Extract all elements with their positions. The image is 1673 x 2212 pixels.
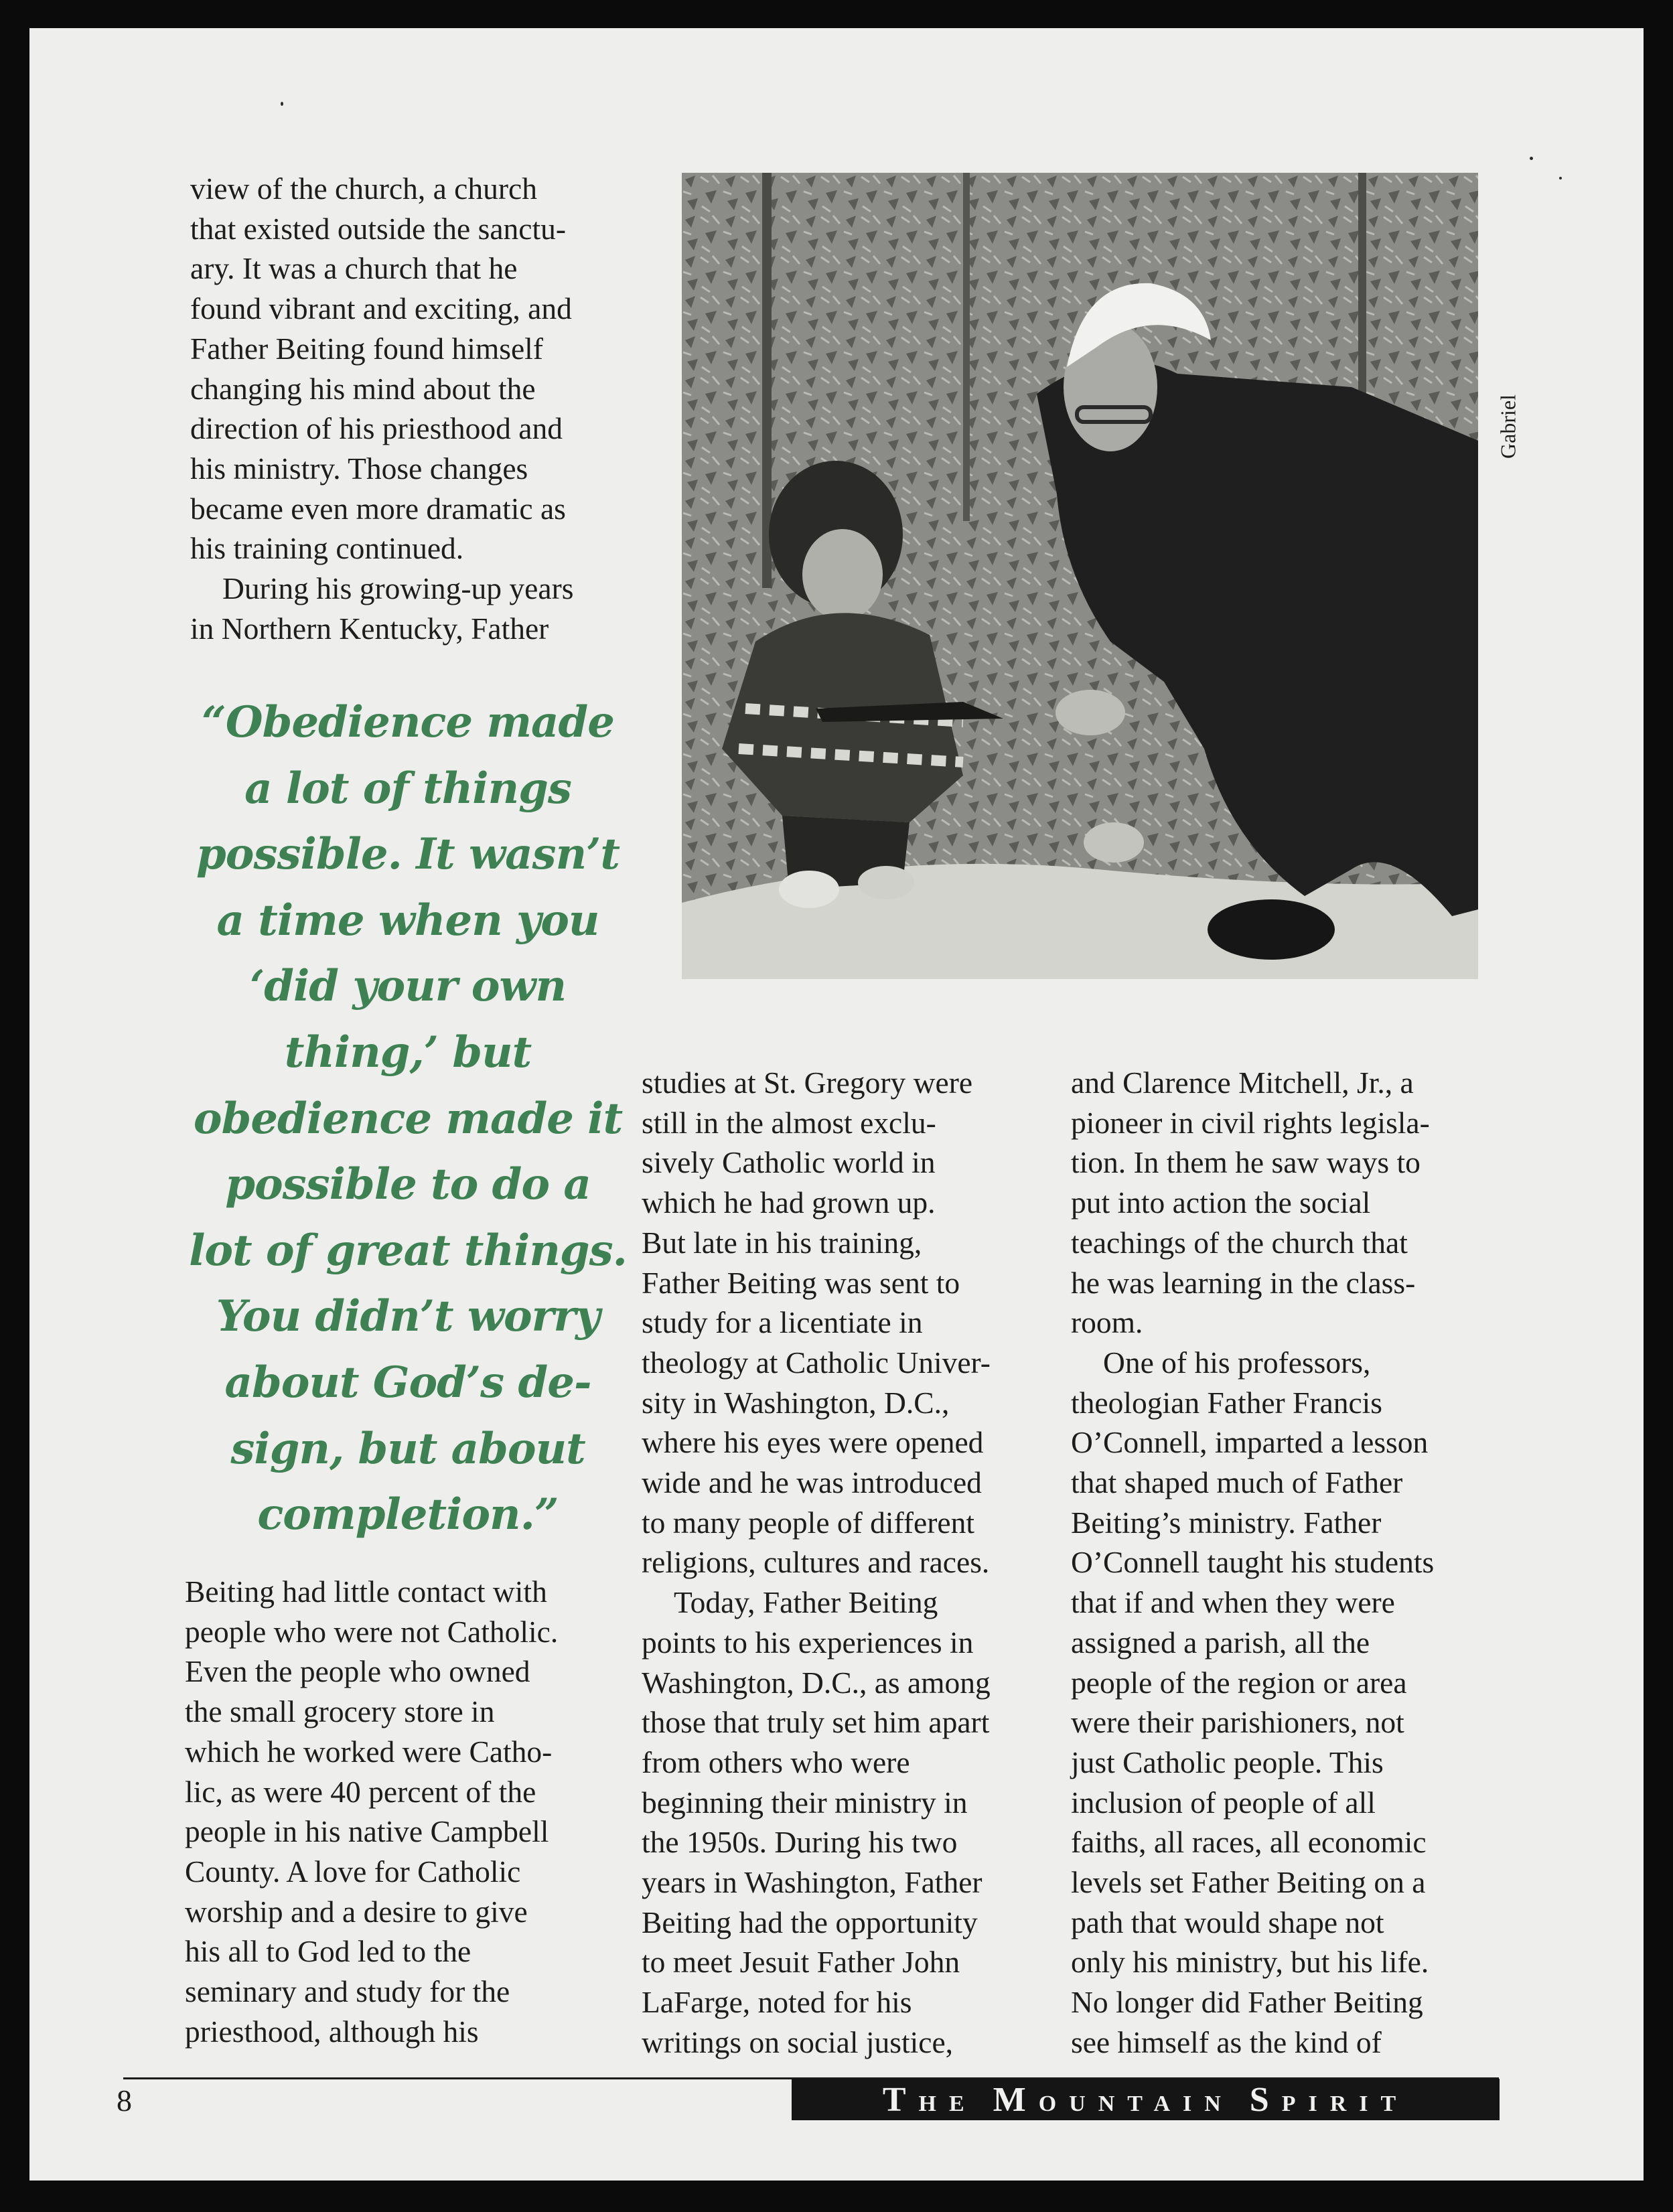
child-face <box>802 529 883 620</box>
paragraph <box>185 1572 654 2051</box>
pull-quote-line: a lot of things <box>244 763 571 814</box>
column-2 <box>642 1063 1077 2063</box>
text-line: people who were not Catholic. <box>185 1614 559 1649</box>
priest-hand <box>1084 822 1144 863</box>
text-line: O’Connell, imparted a lesson <box>1071 1425 1429 1460</box>
text-line: and Clarence Mitchell, Jr., a <box>1071 1065 1414 1100</box>
text-line: O’Connell taught his students <box>1071 1545 1435 1580</box>
paragraph <box>642 1063 1077 1582</box>
text-line: view of the church, a church <box>190 171 537 206</box>
text-line: Even the people who owned <box>185 1654 530 1689</box>
text-line: still in the almost exclu- <box>642 1105 936 1140</box>
text-line: study for a licentiate in <box>642 1305 923 1340</box>
text-line: direction of his priesthood and <box>190 411 563 446</box>
pull-quote-line: completion.” <box>257 1489 559 1540</box>
child-shoe <box>858 866 914 899</box>
text-line: ary. It was a church that he <box>190 251 518 286</box>
title-word: THE <box>882 2080 977 2119</box>
text-line: sity in Washington, D.C., <box>642 1385 950 1420</box>
text-line: found vibrant and exciting, and <box>190 291 572 326</box>
text-line: During his growing-up years <box>222 571 574 606</box>
text-line: tion. In them he saw ways to <box>1071 1145 1421 1180</box>
photograph-priest-and-child <box>682 173 1478 979</box>
text-line: just Catholic people. This <box>1071 1745 1384 1779</box>
text-line: his training continued. <box>190 531 464 566</box>
scan-speck <box>281 102 283 106</box>
text-line: he was learning in the class- <box>1071 1265 1416 1300</box>
text-line: became even more dramatic as <box>190 491 566 526</box>
text-line: levels set Father Beiting on a <box>1071 1865 1426 1900</box>
text-line: wide and he was introduced <box>642 1465 982 1500</box>
paragraph <box>642 1582 1077 2062</box>
text-line: inclusion of people of all <box>1071 1785 1376 1820</box>
text-line: County. A love for Catholic <box>185 1854 521 1889</box>
pull-quote-line: lot of great things. <box>189 1225 627 1276</box>
column-1-bottom <box>185 1572 654 2051</box>
text-line: Beiting had little contact with <box>185 1574 547 1609</box>
text-line: those that truly set him apart <box>642 1705 990 1740</box>
paragraph <box>1071 1063 1513 1343</box>
text-line: only his ministry, but his life. <box>1071 1945 1429 1980</box>
text-line: Father Beiting found himself <box>190 331 543 366</box>
text-line: where his eyes were opened <box>642 1425 984 1460</box>
child-shoe <box>779 871 839 908</box>
photo-credit-text: Gabriel <box>1496 394 1520 459</box>
column-1-top <box>190 169 659 648</box>
text-line: worship and a desire to give <box>185 1894 528 1929</box>
pull-quote-line: sign, but about <box>230 1423 585 1474</box>
paragraph <box>1071 1343 1513 2063</box>
text-line: sively Catholic world in <box>642 1145 936 1180</box>
text-line: that existed outside the sanctu- <box>190 211 567 246</box>
text-line: which he worked were Catho- <box>185 1734 553 1769</box>
text-line: theologian Father Francis <box>1071 1385 1382 1420</box>
magazine-title-banner <box>792 2079 1500 2120</box>
text-line: One of his professors, <box>1103 1345 1371 1380</box>
text-line: No longer did Father Beiting <box>1071 1985 1423 2020</box>
text-line: lic, as were 40 percent of the <box>185 1774 536 1809</box>
pull-quote-line: a time when you <box>216 895 599 946</box>
text-line: path that would shape not <box>1071 1905 1384 1939</box>
title-word: MOUNTAIN <box>993 2080 1234 2119</box>
text-line: were their parishioners, not <box>1071 1705 1404 1740</box>
text-line: from others who were <box>642 1745 910 1779</box>
pull-quote-line: obedience made it <box>193 1093 623 1144</box>
text-line: see himself as the kind of <box>1071 2024 1382 2059</box>
title-word: SPIRIT <box>1249 2080 1409 2119</box>
text-line: Beiting had the opportunity <box>642 1905 978 1939</box>
text-line: Washington, D.C., as among <box>642 1665 991 1700</box>
magazine-page <box>29 28 1644 2181</box>
text-line: religions, cultures and races. <box>642 1545 990 1580</box>
photograph-illustration <box>682 173 1478 979</box>
text-line: changing his mind about the <box>190 371 536 406</box>
text-line: his ministry. Those changes <box>190 451 528 486</box>
paragraph <box>190 169 659 569</box>
text-line: that if and when they were <box>1071 1585 1395 1620</box>
pull-quote-line: possible. It wasn’t <box>196 829 620 880</box>
text-line: writings on social justice, <box>642 2024 954 2059</box>
text-line: which he had grown up. <box>642 1185 936 1220</box>
text-line: But late in his training, <box>642 1225 922 1260</box>
text-line: points to his experiences in <box>642 1625 974 1660</box>
text-line: to meet Jesuit Father John <box>642 1945 960 1980</box>
pull-quote-line: about God’s de- <box>224 1357 591 1408</box>
scan-speck <box>1530 157 1533 160</box>
pull-quote-line: ‘did your own <box>249 961 567 1012</box>
text-line: the 1950s. During his two <box>642 1825 958 1860</box>
tree-trunk <box>963 173 970 521</box>
text-line: LaFarge, noted for his <box>642 1985 912 2020</box>
text-line: in Northern Kentucky, Father <box>190 611 549 646</box>
priest-shoe <box>1208 899 1335 960</box>
text-line: Father Beiting was sent to <box>642 1265 960 1300</box>
text-line: Today, Father Beiting <box>674 1585 938 1620</box>
text-line: people in his native Campbell <box>185 1814 549 1849</box>
text-line: his all to God led to the <box>185 1934 471 1969</box>
text-line: faiths, all races, all economic <box>1071 1825 1427 1860</box>
text-line: put into action the social <box>1071 1185 1371 1220</box>
pull-quote <box>173 690 642 1548</box>
page-number: 8 <box>117 2083 132 2118</box>
text-line: people of the region or area <box>1071 1665 1407 1700</box>
text-line: the small grocery store in <box>185 1694 495 1729</box>
pull-quote-line: thing,’ but <box>284 1027 532 1078</box>
text-line: teachings of the church that <box>1071 1225 1408 1260</box>
text-line: theology at Catholic Univer- <box>642 1345 991 1380</box>
text-line: to many people of different <box>642 1505 974 1540</box>
text-line: years in Washington, Father <box>642 1865 983 1900</box>
priest-hand <box>1056 690 1125 735</box>
paragraph <box>190 569 659 648</box>
scan-speck <box>1559 177 1562 179</box>
text-line: priesthood, although his <box>185 2014 479 2049</box>
column-3 <box>1071 1063 1513 2063</box>
pull-quote-line: “Obedience made <box>202 697 614 747</box>
text-line: studies at St. Gregory were <box>642 1065 973 1100</box>
text-line: pioneer in civil rights legisla- <box>1071 1105 1430 1140</box>
photo-credit <box>1496 376 1520 477</box>
pull-quote-line: possible to do a <box>225 1159 591 1210</box>
text-line: Beiting’s ministry. Father <box>1071 1505 1382 1540</box>
text-line: room. <box>1071 1305 1143 1340</box>
pull-quote-line: You didn’t worry <box>216 1291 600 1342</box>
text-line: beginning their ministry in <box>642 1785 968 1820</box>
text-line: seminary and study for the <box>185 1974 510 2009</box>
text-line: assigned a parish, all the <box>1071 1625 1370 1660</box>
text-line: that shaped much of Father <box>1071 1465 1403 1500</box>
